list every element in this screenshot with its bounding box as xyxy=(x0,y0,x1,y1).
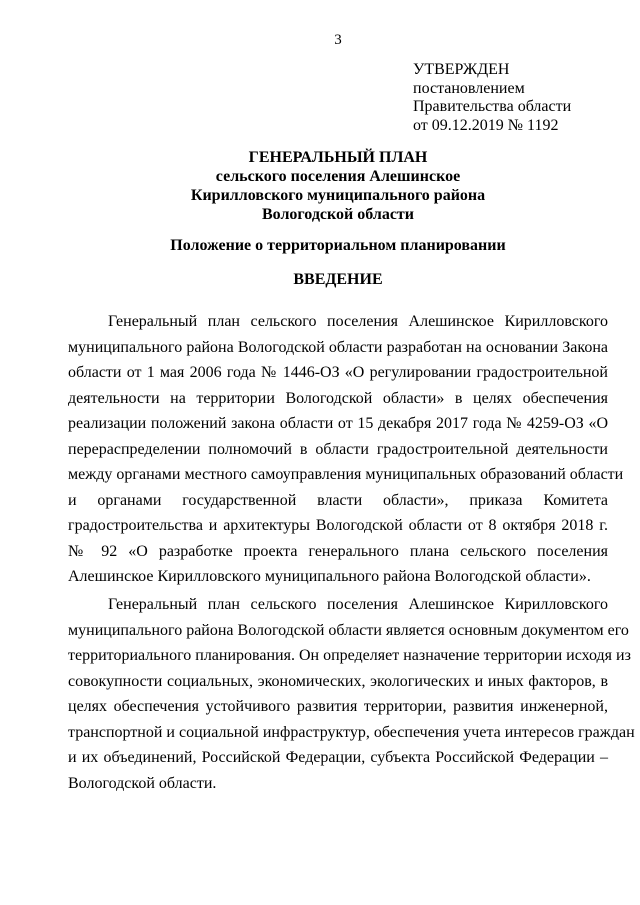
approval-line: от 09.12.2019 № 1192 xyxy=(413,116,559,134)
paragraph-line: транспортной и социальной инфраструктур, обеспечения учета интересов граждан xyxy=(68,723,635,741)
paragraph xyxy=(68,309,624,590)
approval-line: УТВЕРЖДЕН xyxy=(413,61,510,78)
approval-line: Правительства области xyxy=(413,98,572,115)
paragraph-line: перераспределении полномочий в области градостроительной деятельности xyxy=(68,440,608,458)
title-line: ГЕНЕРАЛЬНЫЙ ПЛАН xyxy=(248,149,428,166)
title-line: Кирилловского муниципального района xyxy=(190,187,486,204)
paragraph-line: Генеральный план сельского поселения Алешинское Кирилловского xyxy=(108,313,608,330)
paragraph-line: территориального планирования. Он определяет назначение территории исходя из xyxy=(68,647,631,664)
paragraph-line: Вологодской области. xyxy=(68,774,217,792)
paragraph-line: реализации положений закона области от 15 декабря 2017 года № 4259-ОЗ «О xyxy=(68,415,608,432)
paragraph-line: области от 1 мая 2006 года № 1446-ОЗ «О регулировании градостроительной xyxy=(68,364,608,381)
title-line: Вологодской области xyxy=(261,206,415,223)
approval-stamp xyxy=(413,61,628,135)
paragraph-line: деятельности на территории Вологодской области» в целях обеспечения xyxy=(68,389,608,407)
page-number: 3 xyxy=(334,32,342,48)
title-line: сельского поселения Алешинское xyxy=(215,168,461,185)
paragraph-line: между органами местного самоуправления муниципальных образований области xyxy=(68,466,624,483)
paragraph-line: совокупности социальных, экономических, экологических и иных факторов, в xyxy=(68,672,608,690)
paragraph-line: и органами государственной власти области», приказа Комитета xyxy=(68,491,608,509)
paragraph xyxy=(68,592,635,796)
approval-line: постановлением xyxy=(413,79,525,97)
document-title xyxy=(68,148,608,224)
paragraph-line: № 92 «О разработке проекта генерального плана сельского поселения xyxy=(68,542,608,560)
paragraph-line: Алешинское Кирилловского муниципального района Вологодской области». xyxy=(68,568,591,585)
document-subtitle: Положение о территориальном планировании xyxy=(170,237,506,254)
paragraph-line: муниципального района Вологодской области является основным документом его xyxy=(68,621,629,639)
paragraph-line: и их объединений, Российской Федерации, субъекта Российской Федерации – xyxy=(68,749,608,766)
section-heading: ВВЕДЕНИЕ xyxy=(293,271,383,288)
paragraph-line: Генеральный план сельского поселения Алешинское Кирилловского xyxy=(108,596,608,613)
paragraph-line: муниципального района Вологодской области разработан на основании Закона xyxy=(68,338,608,356)
paragraph-line: градостроительства и архитектуры Вологодской области от 8 октября 2018 г. xyxy=(68,517,608,534)
paragraph-line: целях обеспечения устойчивого развития территории, развития инженерной, xyxy=(68,698,608,715)
